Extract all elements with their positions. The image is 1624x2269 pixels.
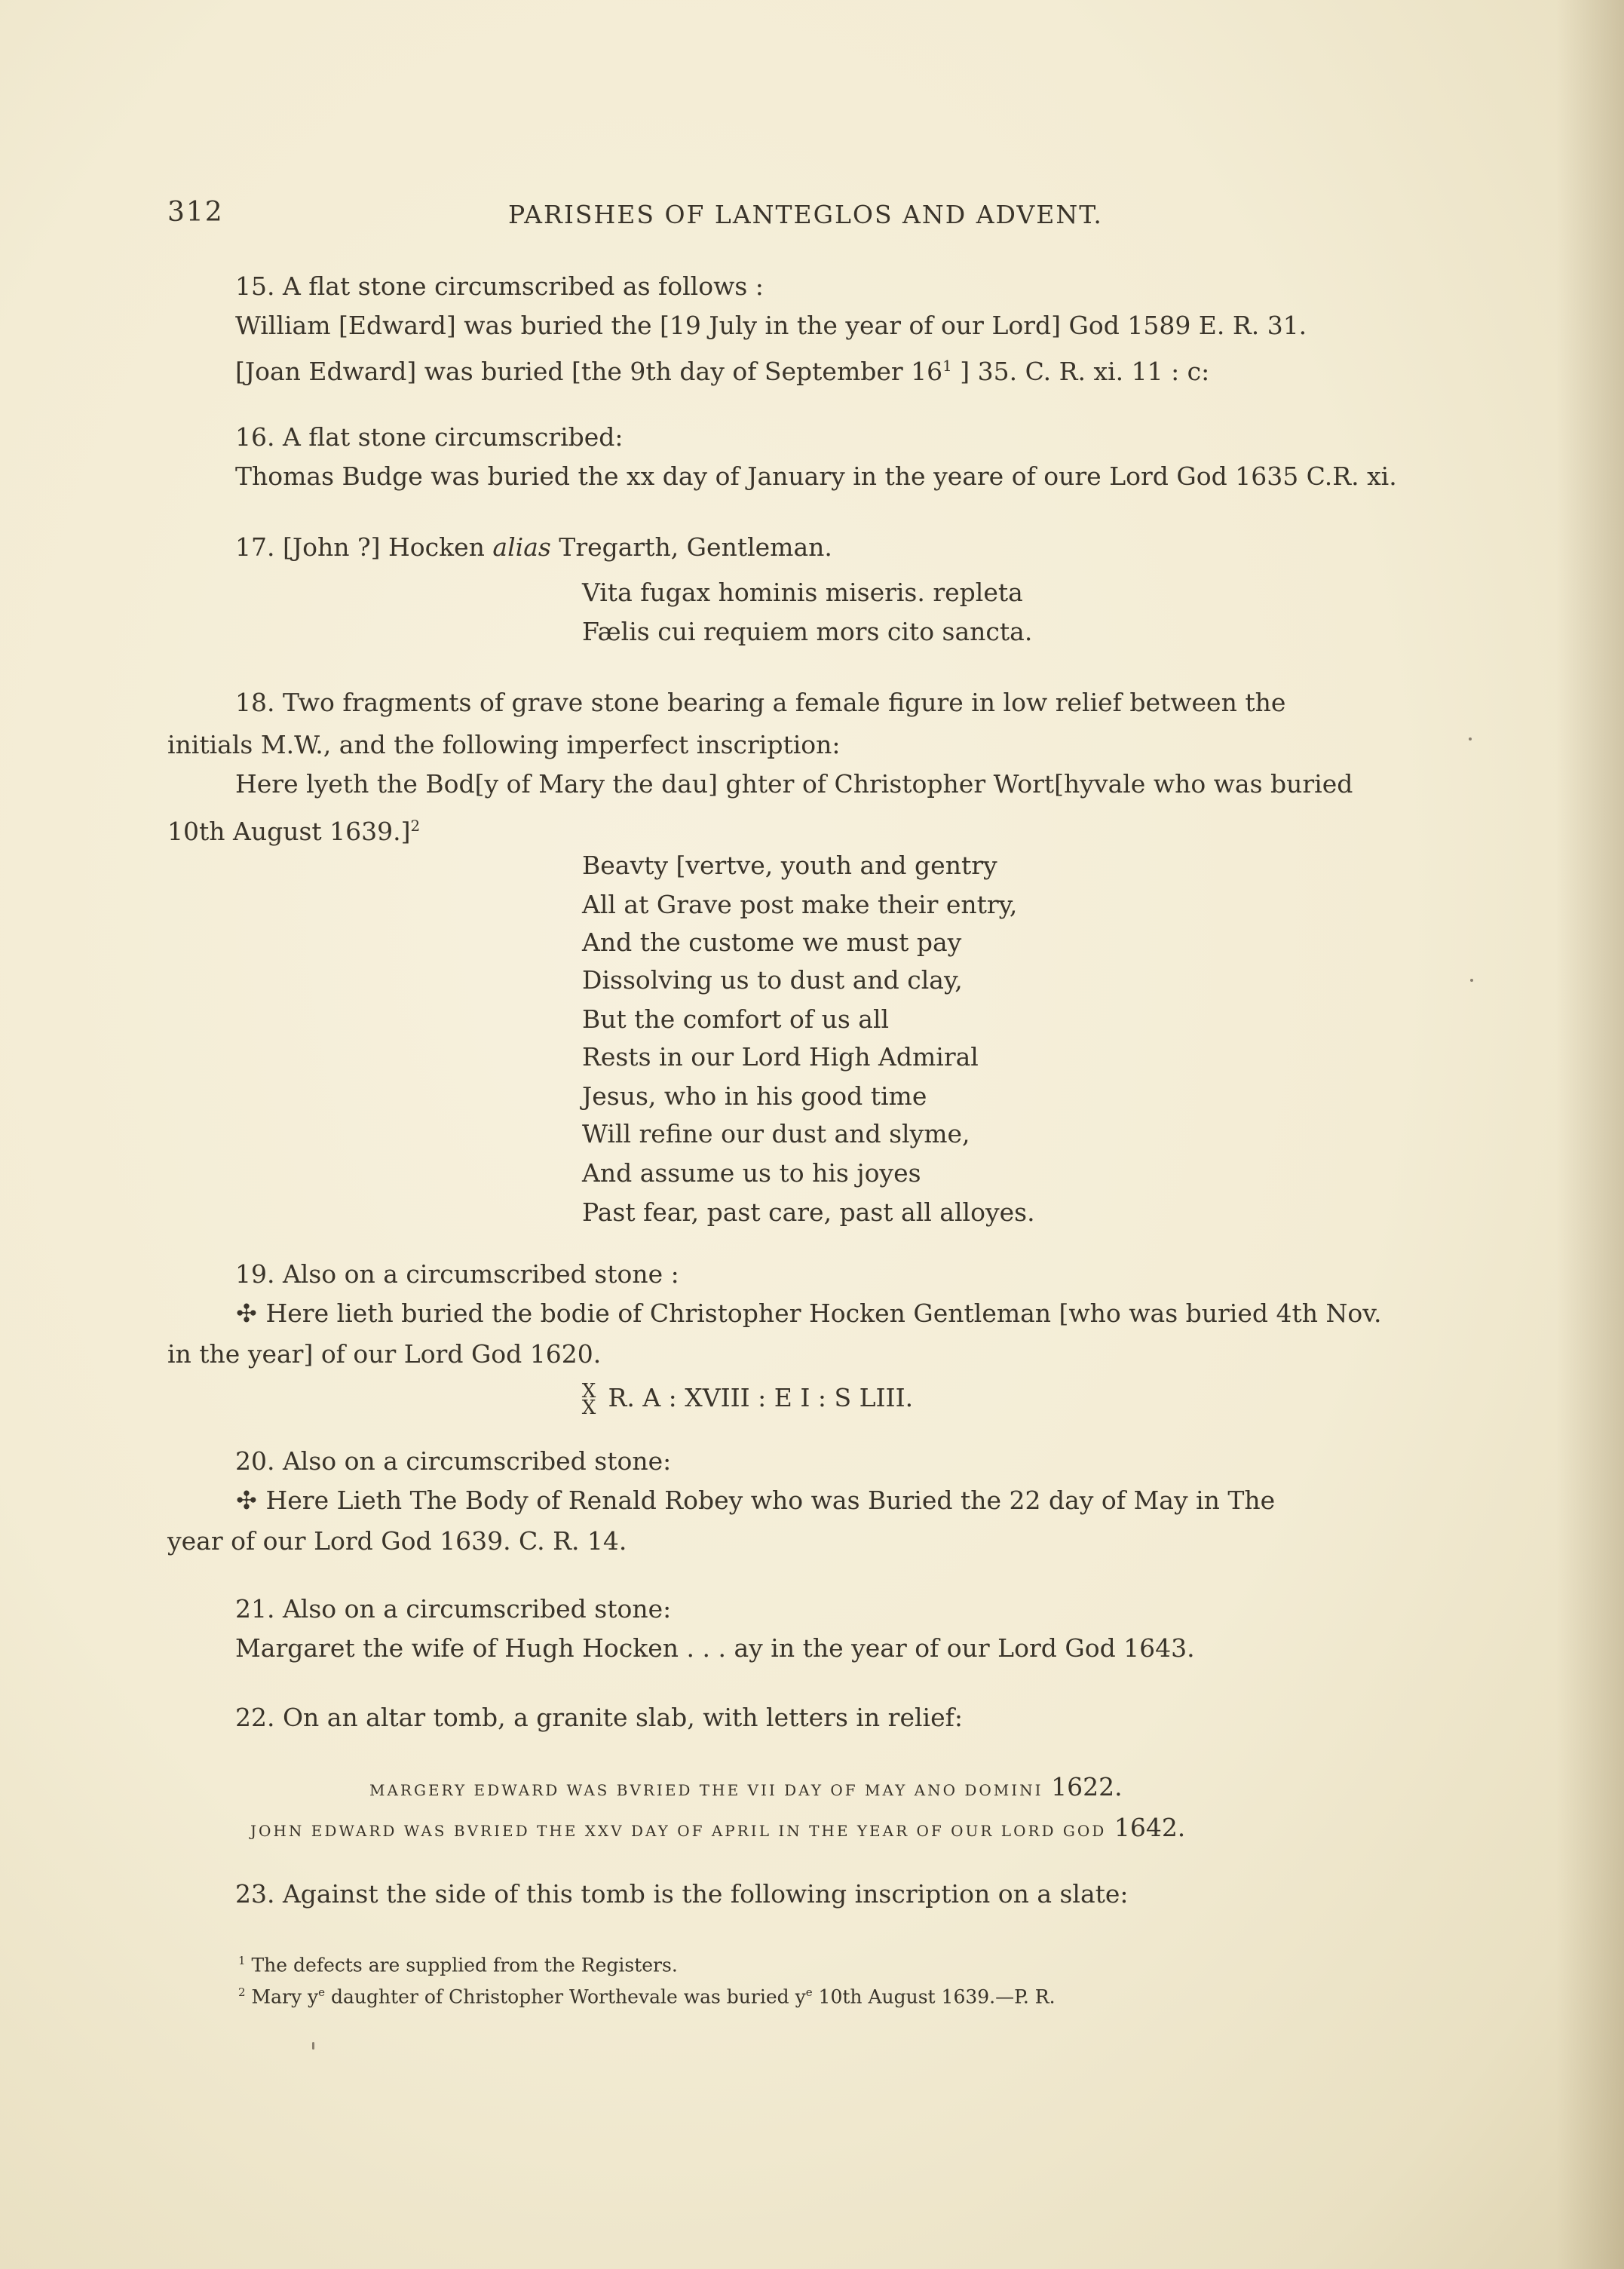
entry-18-verse-line: And the custome we must pay: [582, 928, 962, 957]
entry-17-verse-line: Fælis cui requiem mors cito sancta.: [582, 617, 1033, 646]
inscription-caps: JOHN EDWARD WAS BVRIED THE XXV DAY OF APRIL IN THE YEAR OF OUR LORD GOD: [250, 1822, 1107, 1840]
entry-16-line-1: Thomas Budge was buried the xx day of January in the yeare of oure Lord God 1635 C.R. xi.: [235, 461, 1397, 491]
entry-22-inscription-line: [369, 1772, 1123, 1805]
entry-15-line-2-text: [Joan Edward] was buried [the 9th day of September 16: [235, 357, 943, 386]
entry-19-mark-line: [578, 1380, 914, 1419]
footnote-2-text: 10th August 1639.—P. R.: [812, 1985, 1056, 2008]
entry-18-verse-line: Rests in our Lord High Admiral: [582, 1042, 979, 1072]
double-x-mark-icon: [578, 1380, 600, 1419]
entry-17-heading-italic: alias: [492, 532, 551, 562]
footnote-1-text: The defects are supplied from the Registers.: [251, 1954, 678, 1976]
entry-18-line-2: [167, 811, 420, 847]
entry-20-line-2: year of our Lord God 1639. C. R. 14.: [167, 1526, 627, 1556]
entry-20-line-1: [235, 1486, 1275, 1516]
entry-19-line-1-text: Here lieth buried the bodie of Christopher Hocken Gentleman [who was buried 4th Nov.: [265, 1299, 1382, 1328]
superscript: e: [805, 1985, 813, 1999]
entry-17-verse-line: Vita fugax hominis miseris. repleta: [582, 578, 1023, 607]
entry-22-inscription-line: [250, 1813, 1185, 1846]
mark-top: X: [581, 1380, 596, 1403]
entry-21-heading: 21. Also on a circumscribed stone:: [235, 1594, 672, 1624]
entry-20-line-1-text: Here Lieth The Body of Renald Robey who was Buried the 22 day of May in The: [265, 1486, 1276, 1515]
entry-19-mark-text: R. A : XVIII : E I : S LIII.: [608, 1383, 914, 1412]
entry-20-heading: 20. Also on a circumscribed stone:: [235, 1446, 672, 1476]
entry-18-verse-line: Will refine our dust and slyme,: [582, 1119, 970, 1148]
entry-15-line-1: William [Edward] was buried the [19 July in the year of our Lord] God 1589 E. R. 31.: [235, 311, 1307, 340]
entry-18-verse-line: Past fear, past care, past all alloyes.: [582, 1197, 1035, 1227]
entry-18-verse-line: Beavty [vertve, youth and gentry: [582, 851, 997, 880]
print-speck: [312, 2042, 314, 2050]
entry-18-verse-line: But the comfort of us all: [582, 1004, 890, 1034]
entry-15-line-2-end: ] 35. C. R. xi. 11 : c:: [951, 357, 1210, 386]
inscription-caps: MARGERY EDWARD WAS BVRIED THE VII DAY OF MAY ANO DOMINI: [369, 1781, 1043, 1799]
entry-18-verse-line: Jesus, who in his good time: [582, 1081, 927, 1111]
entry-15-heading: 15. A flat stone circumscribed as follows :: [235, 271, 764, 301]
entry-21-line-1: Margaret the wife of Hugh Hocken . . . ay in the year of our Lord God 1643.: [235, 1633, 1195, 1663]
entry-16-heading: 16. A flat stone circumscribed:: [235, 422, 624, 452]
mark-bottom: X: [581, 1397, 596, 1419]
entry-17-heading-end: Tregarth, Gentleman.: [550, 532, 832, 562]
page-number: 312: [167, 197, 224, 228]
cross-icon: ✣: [236, 1299, 257, 1328]
entry-18-verse-line: And assume us to his joyes: [582, 1158, 921, 1188]
entry-23-heading: 23. Against the side of this tomb is the following inscription on a slate:: [235, 1879, 1129, 1909]
entry-18-heading-cont: initials M.W., and the following imperfect inscription:: [167, 730, 841, 759]
entry-18-verse-line: All at Grave post make their entry,: [582, 890, 1018, 919]
running-title: PARISHES OF LANTEGLOS AND ADVENT.: [508, 200, 1103, 229]
entry-15-line-2: [235, 351, 1209, 387]
superscript: e: [318, 1985, 326, 1999]
footnote-2: [238, 1980, 1056, 2009]
inscription-year: 1622.: [1051, 1772, 1123, 1801]
entry-18-line-1: Here lyeth the Bod[y of Mary the dau] ghter of Christopher Wort[hyvale who was buried: [235, 769, 1353, 799]
entry-22-heading: 22. On an altar tomb, a granite slab, with letters in relief:: [235, 1703, 963, 1732]
entry-19-line-1: [235, 1299, 1381, 1329]
entry-17-heading-text: 17. [John ?] Hocken: [235, 532, 493, 562]
entry-18-line-2-text: 10th August 1639.]: [167, 817, 411, 846]
print-speck: [1470, 979, 1473, 982]
footnote-ref-2: 2: [410, 817, 421, 835]
footnote-2-text: Mary y: [251, 1985, 319, 2008]
print-speck: [1469, 737, 1472, 740]
inscription-year: 1642.: [1114, 1813, 1186, 1842]
entry-17-heading: [235, 532, 832, 563]
page-edge-shadow: [1556, 0, 1624, 2269]
footnote-2-mark: 2: [238, 1985, 246, 1999]
cross-icon: ✣: [236, 1486, 257, 1515]
footnote-1: [238, 1949, 678, 1977]
entry-19-line-2: in the year] of our Lord God 1620.: [167, 1339, 602, 1369]
footnote-1-mark: 1: [238, 1954, 246, 1967]
entry-18-heading: 18. Two fragments of grave stone bearing a female figure in low relief between the: [235, 688, 1286, 717]
footnote-ref-1: 1: [942, 357, 952, 375]
entry-18-verse-line: Dissolving us to dust and clay,: [582, 965, 963, 995]
entry-19-heading: 19. Also on a circumscribed stone :: [235, 1259, 679, 1289]
footnote-2-text: daughter of Christopher Worthevale was buried y: [325, 1985, 806, 2008]
